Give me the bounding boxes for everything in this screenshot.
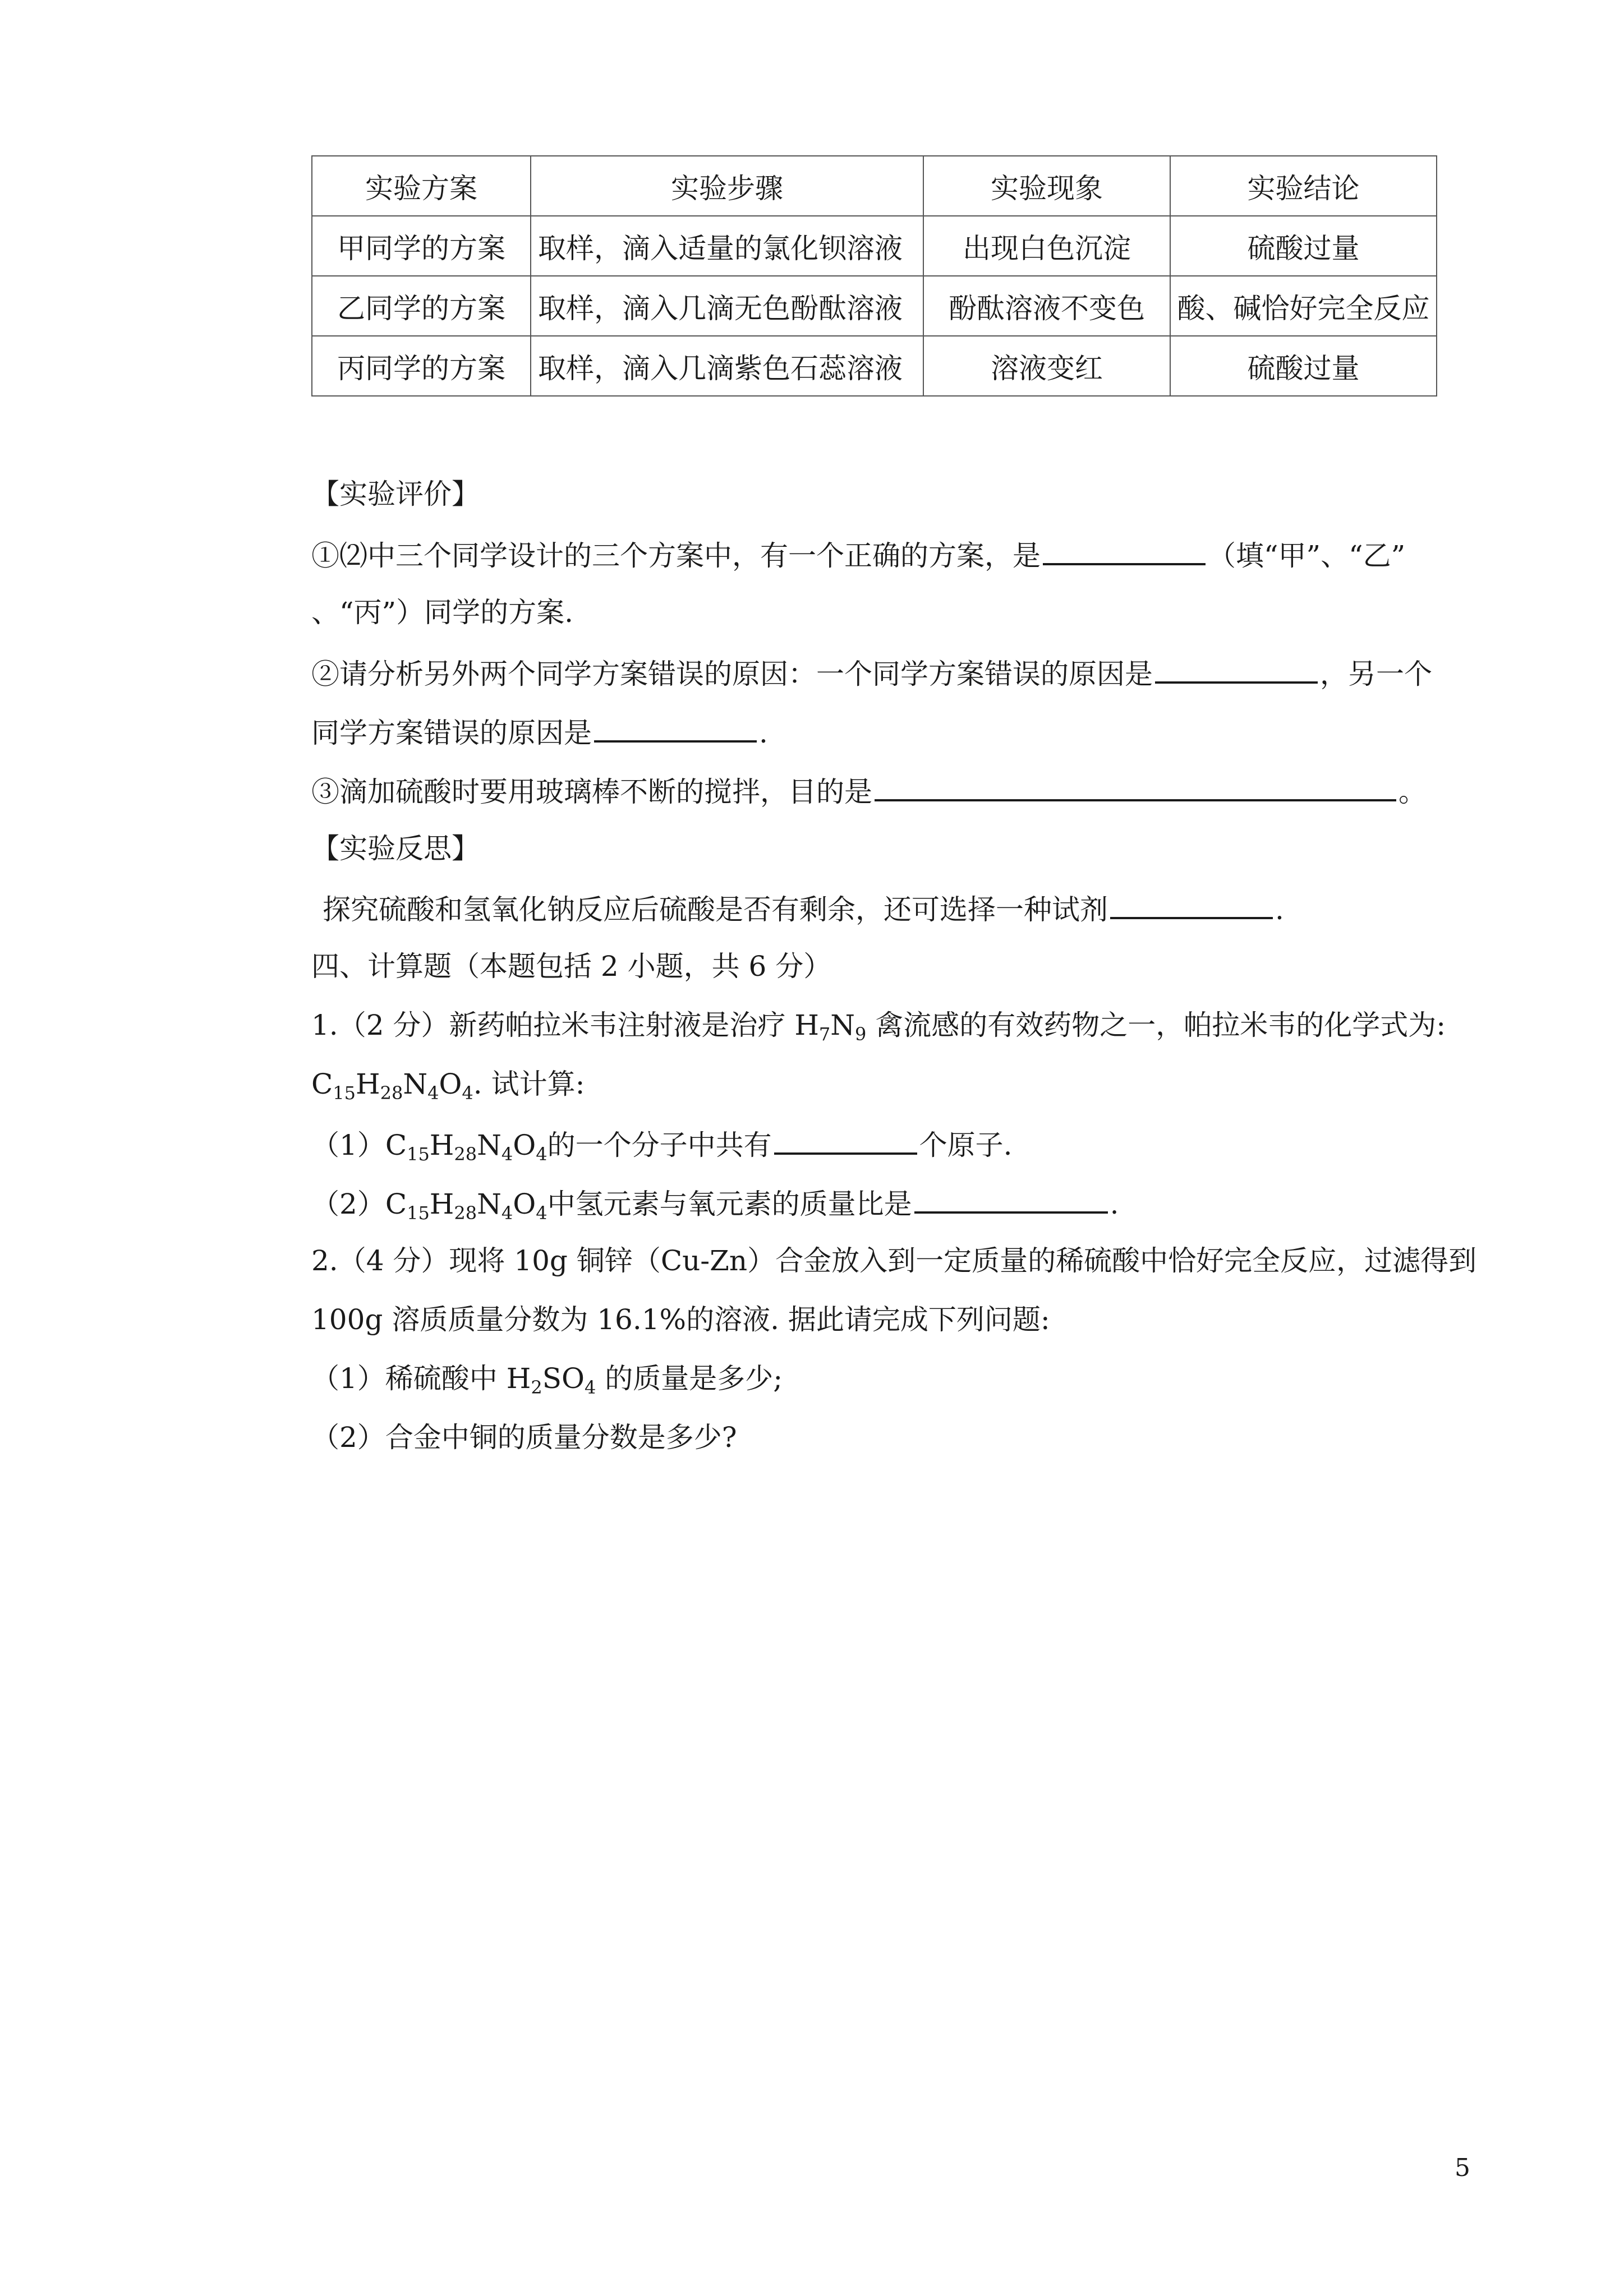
- problem-2-sub-2: （2）合金中铜的质量分数是多少?: [311, 1421, 737, 1454]
- formula-subscript: 28: [454, 1144, 477, 1165]
- table-cell: 溶液变红: [923, 336, 1170, 396]
- table-header-cell: 实验结论: [1170, 156, 1437, 216]
- table-cell: 硫酸过量: [1170, 216, 1437, 276]
- table-header-row: [312, 156, 1437, 216]
- table-header-cell: 实验现象: [923, 156, 1170, 216]
- table-cell: 取样，滴入适量的氯化钡溶液: [531, 216, 923, 276]
- answer-blank[interactable]: [875, 770, 1396, 801]
- table-cell: 乙同学的方案: [312, 276, 531, 336]
- table-cell: 取样，滴入几滴紫色石蕊溶液: [531, 336, 923, 396]
- formula-part: N: [403, 1068, 428, 1100]
- question-text: （填“甲”、“乙”: [1208, 540, 1406, 572]
- section-heading: 四、计算题（本题包括 2 小题，共 6 分）: [311, 950, 832, 983]
- formula-subscript: 28: [454, 1202, 477, 1224]
- formula-part: H: [355, 1068, 380, 1100]
- table-row: [312, 216, 1437, 276]
- question-text: （1）稀硫酸中: [311, 1362, 507, 1395]
- formula-part: O: [439, 1068, 462, 1100]
- experiment-table: [311, 155, 1437, 397]
- question-text: 探究硫酸和氢氧化钠反应后硫酸是否有剩余，还可选择一种试剂: [323, 893, 1108, 926]
- question-text: ①⑵中三个同学设计的三个方案中，有一个正确的方案，是: [311, 540, 1041, 572]
- formula-subscript: 28: [380, 1082, 403, 1104]
- question-text: 的一个分子中共有: [547, 1129, 772, 1161]
- formula-subscript: 7: [818, 1023, 831, 1045]
- table-header-cell: 实验方案: [312, 156, 531, 216]
- formula-subscript: 4: [536, 1144, 548, 1165]
- problem-1-sub-1: [311, 1123, 1013, 1165]
- table-cell: 硫酸过量: [1170, 336, 1437, 396]
- table-cell: 取样，滴入几滴无色酚酞溶液: [531, 276, 923, 336]
- formula-part: N: [830, 1009, 855, 1041]
- problem-1-formula-line: [311, 1064, 585, 1104]
- question-eval-3: [311, 770, 1427, 812]
- formula-subscript: 4: [462, 1082, 473, 1104]
- chemical-formula: [385, 1129, 548, 1165]
- table-row: [312, 336, 1437, 396]
- formula-subscript: 4: [501, 1144, 513, 1165]
- formula-part: H: [506, 1362, 531, 1395]
- question-text: 禽流感的有效药物之一，帕拉米韦的化学式为:: [866, 1009, 1446, 1041]
- formula-part: C: [385, 1129, 407, 1161]
- reflect-heading: 【实验反思】: [311, 832, 480, 865]
- formula-part: O: [513, 1188, 536, 1220]
- chemical-formula: [311, 1068, 473, 1104]
- table-cell: 出现白色沉淀: [923, 216, 1170, 276]
- problem-2-sub-1: [311, 1359, 783, 1398]
- question-text: 的质量是多少;: [596, 1362, 783, 1395]
- formula-subscript: 2: [531, 1377, 542, 1398]
- answer-blank[interactable]: [1155, 652, 1318, 684]
- formula-part: C: [311, 1068, 333, 1100]
- formula-subscript: 15: [407, 1202, 430, 1224]
- problem-1-text: [311, 1006, 1446, 1045]
- question-text: 个原子.: [919, 1129, 1013, 1161]
- question-text: .: [1275, 893, 1284, 926]
- question-text: .: [759, 717, 768, 749]
- chemical-formula-h7n9: [794, 1009, 867, 1045]
- formula-subscript: 4: [584, 1377, 596, 1398]
- answer-blank[interactable]: [914, 1182, 1108, 1214]
- question-number: （2）: [311, 1188, 385, 1220]
- answer-blank[interactable]: [1110, 888, 1273, 919]
- table-header-cell: 实验步骤: [531, 156, 923, 216]
- answer-blank[interactable]: [594, 711, 757, 743]
- question-eval-1: [311, 534, 1405, 575]
- problem-2-text-cont: 100g 溶质质量分数为 16.1%的溶液. 据此请完成下列问题:: [311, 1303, 1050, 1336]
- chemical-formula: [385, 1188, 548, 1224]
- formula-subscript: 4: [427, 1082, 439, 1104]
- question-text: 。: [1398, 776, 1427, 808]
- question-text: 1.（2 分）新药帕拉米韦注射液是治疗: [311, 1009, 795, 1041]
- formula-subscript: 9: [855, 1023, 867, 1045]
- table-cell: 酚酞溶液不变色: [923, 276, 1170, 336]
- formula-part: C: [385, 1188, 407, 1220]
- formula-subscript: 15: [407, 1144, 430, 1165]
- formula-subscript: 15: [333, 1082, 356, 1104]
- formula-part: O: [513, 1129, 536, 1161]
- problem-1-sub-2: [311, 1182, 1119, 1224]
- formula-part: H: [429, 1188, 454, 1220]
- question-eval-2: [311, 652, 1432, 694]
- question-text: ②请分析另外两个同学方案错误的原因：一个同学方案错误的原因是: [311, 658, 1153, 690]
- answer-blank[interactable]: [1043, 534, 1206, 565]
- table-cell: 酸、碱恰好完全反应: [1170, 276, 1437, 336]
- formula-part: N: [477, 1129, 502, 1161]
- question-text: 同学方案错误的原因是: [311, 717, 592, 749]
- question-eval-2-cont: [311, 711, 768, 753]
- question-text: 、“丙”）同学的方案.: [311, 596, 574, 629]
- table-cell: 甲同学的方案: [312, 216, 531, 276]
- formula-subscript: 4: [501, 1202, 513, 1224]
- question-text: ，另一个: [1320, 658, 1432, 690]
- eval-heading: 【实验评价】: [311, 478, 480, 510]
- answer-blank[interactable]: [774, 1123, 917, 1155]
- formula-subscript: 4: [536, 1202, 548, 1224]
- formula-part: SO: [542, 1362, 585, 1395]
- formula-part: N: [477, 1188, 502, 1220]
- question-text: ③滴加硫酸时要用玻璃棒不断的搅拌，目的是: [311, 776, 872, 808]
- question-text: . 试计算:: [473, 1068, 585, 1100]
- page-number: 5: [1455, 2154, 1470, 2182]
- formula-part: H: [429, 1129, 454, 1161]
- question-reflect: [323, 888, 1284, 929]
- formula-part: H: [794, 1009, 819, 1041]
- question-text: .: [1110, 1188, 1119, 1220]
- question-number: （1）: [311, 1129, 385, 1161]
- table-cell: 丙同学的方案: [312, 336, 531, 396]
- problem-2-text: 2.（4 分）现将 10g 铜锌（Cu-Zn）合金放入到一定质量的稀硫酸中恰好完全反应，过滤得到: [311, 1244, 1477, 1277]
- question-text: 中氢元素与氧元素的质量比是: [547, 1188, 912, 1220]
- table-row: [312, 276, 1437, 336]
- chemical-formula-h2so4: [506, 1362, 596, 1398]
